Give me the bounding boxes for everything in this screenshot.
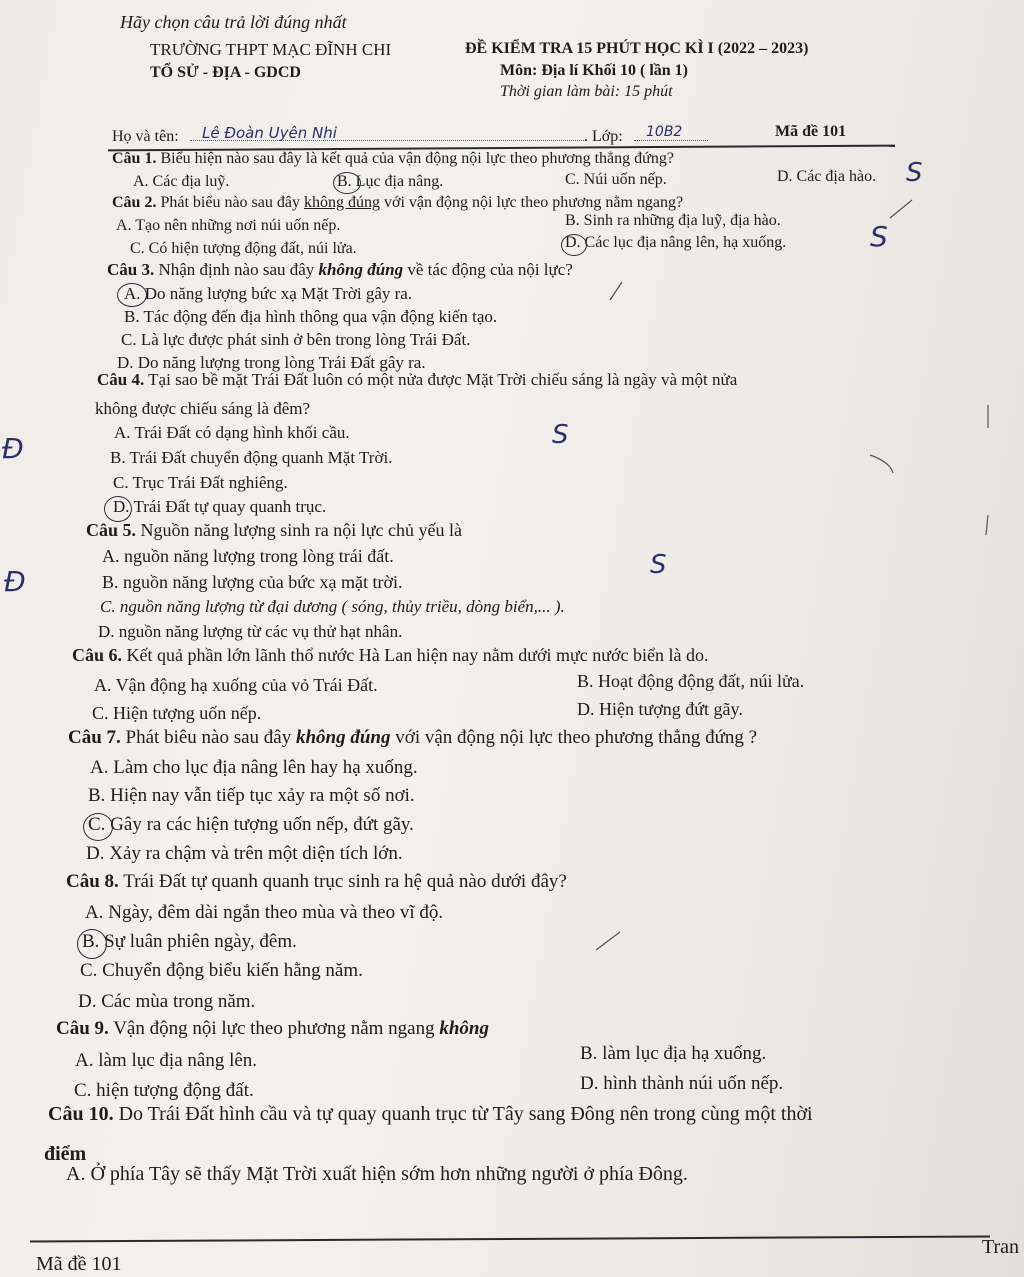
q2-option-a: A. Tạo nên những nơi núi uốn nếp. [116, 217, 341, 234]
handwritten-mark-q1: S [906, 158, 923, 188]
q9-option-b: B. làm lục địa hạ xuống. [580, 1043, 767, 1064]
q3-option-d: D. Do năng lượng trong lòng Trái Đất gây ra. [117, 353, 426, 372]
footer-page-number: Tran [982, 1236, 1020, 1258]
q2-option-b: B. Sinh ra những địa luỹ, địa hào. [565, 212, 781, 229]
question-10-line-1: Câu 10. Do Trái Đất hình cầu và tự quay quanh trục từ Tây sang Đông nên trong cùng một thời [48, 1103, 813, 1125]
handwritten-mark-q4: S [552, 420, 569, 450]
question-5: Câu 5. Nguồn năng lượng sinh ra nội lực chủ yếu là [86, 520, 462, 540]
question-10-line-2: điểm [44, 1143, 87, 1165]
q6-option-d: D. Hiện tượng đứt gãy. [577, 699, 743, 719]
exam-code: Mã đề 101 [775, 123, 847, 140]
question-8: Câu 8. Trái Đất tự quanh quanh trục sinh ra hệ quả nào dưới đây? [66, 871, 567, 892]
pencil-mark-right-4 [890, 200, 912, 218]
q5-option-d: D. nguồn năng lượng từ các vụ thử hạt nhân. [98, 622, 403, 641]
q9-option-c: C. hiện tượng động đất. [74, 1080, 254, 1101]
q8-option-d: D. Các mùa trong năm. [78, 991, 256, 1012]
handwritten-mark-q5: S [650, 550, 667, 580]
q4-option-d: D. Trái Đất tự quay quanh trục. [113, 497, 327, 516]
q1-option-a: A. Các địa luỹ. [133, 173, 230, 190]
q7-option-c: C. Gây ra các hiện tượng uốn nếp, đứt gãy. [88, 814, 414, 835]
instruction-text: Hãy chọn câu trả lời đúng nhất [120, 12, 347, 32]
question-4-line-1: Câu 4. Tại sao bề mặt Trái Đất luôn có một nửa được Mặt Trời chiếu sáng là ngày và một nửa [97, 370, 738, 389]
exam-time: Thời gian làm bài: 15 phút [500, 83, 673, 100]
name-label: Họ và tên: [112, 128, 179, 145]
q7-option-d: D. Xảy ra chậm và trên một diện tích lớn. [86, 843, 403, 864]
q5-option-a: A. nguồn năng lượng trong lòng trái đất. [102, 546, 394, 566]
question-9: Câu 9. Vận động nội lực theo phương nằm ngang không [56, 1018, 489, 1039]
pencil-mark-q8 [596, 932, 620, 950]
question-3: Câu 3. Nhận định nào sau đây không đúng về tác động của nội lực? [107, 260, 573, 279]
question-2: Câu 2. Phát biểu nào sau đây không đúng với vận động nội lực theo phương nằm ngang? [112, 194, 684, 211]
q7-option-a: A. Làm cho lục địa nâng lên hay hạ xuống. [90, 757, 418, 778]
question-7: Câu 7. Phát biêu nào sau đây không đúng với vận động nội lực theo phương thẳng đứng ? [68, 727, 758, 748]
q3-option-c: C. Là lực được phát sinh ở bên trong lòng Trái Đất. [121, 330, 471, 349]
question-6: Câu 6. Kết quả phần lớn lãnh thổ nước Hà Lan hiện nay nằm dưới mực nước biển là do. [72, 645, 709, 665]
q4-option-b: B. Trái Đất chuyển động quanh Mặt Trời. [110, 448, 393, 467]
q8-option-b: B. Sự luân phiên ngày, đêm. [82, 931, 297, 952]
handwritten-mark-q2: S [870, 220, 888, 253]
handwritten-mark-q4-margin: Ð [2, 432, 24, 465]
class-label: . Lớp: [584, 128, 623, 145]
q2-option-c: C. Có hiện tượng động đất, núi lửa. [130, 240, 357, 257]
q1-option-d: D. Các địa hào. [777, 168, 877, 185]
student-class: 10B2 [646, 124, 683, 140]
q5-option-b: B. nguồn năng lượng của bức xạ mặt trời. [102, 572, 403, 592]
q3-option-b: B. Tác động đến địa hình thông qua vận động kiến tạo. [124, 307, 498, 326]
pencil-mark-right-2 [870, 455, 893, 473]
q6-option-a: A. Vận động hạ xuống của vỏ Trái Đất. [94, 675, 378, 695]
exam-subject: Môn: Địa lí Khối 10 ( lần 1) [500, 62, 689, 79]
handwritten-mark-q5-margin: Ð [4, 565, 26, 598]
q9-option-d: D. hình thành núi uốn nếp. [580, 1073, 784, 1094]
student-name: Lê Đoàn Uyên Nhi [202, 124, 337, 142]
department-name: TỔ SỬ - ĐỊA - GDCD [150, 64, 301, 81]
question-1: Câu 1. Biểu hiện nào sau đây là kết quả của vận động nội lực theo phương thẳng đứng? [112, 150, 674, 167]
q1-option-c: C. Núi uốn nếp. [565, 171, 667, 188]
exam-title: ĐỀ KIỂM TRA 15 PHÚT HỌC KÌ I (2022 – 2023) [465, 40, 809, 57]
pencil-mark-right-3 [986, 515, 988, 535]
pencil-mark-q3 [610, 282, 622, 300]
q6-option-c: C. Hiện tượng uốn nếp. [92, 703, 262, 723]
q6-option-b: B. Hoạt động động đất, núi lửa. [577, 671, 805, 691]
q5-option-c: C. nguồn năng lượng từ đại dương ( sóng, thủy triều, dòng biển,... ). [100, 597, 565, 616]
q4-option-a: A. Trái Đất có dạng hình khối cầu. [114, 423, 350, 442]
q1-option-b: B. Lục địa nâng. [337, 173, 444, 190]
school-name: TRƯỜNG THPT MẠC ĐĨNH CHI [150, 40, 392, 59]
q3-option-a: A. Do năng lượng bức xạ Mặt Trời gây ra. [124, 284, 413, 303]
q10-option-a: A. Ở phía Tây sẽ thấy Mặt Trời xuất hiện sớm hơn những người ở phía Đông. [66, 1163, 688, 1185]
q4-option-c: C. Trục Trái Đất nghiêng. [113, 473, 288, 492]
q9-option-a: A. làm lục địa nâng lên. [75, 1050, 258, 1071]
q7-option-b: B. Hiện nay vẫn tiếp tục xảy ra một số nơi. [88, 785, 415, 806]
footer-exam-code: Mã đề 101 [36, 1253, 122, 1275]
q8-option-c: C. Chuyển động biểu kiến hằng năm. [80, 960, 363, 981]
q2-option-d: D. Các lục địa nâng lên, hạ xuống. [565, 234, 787, 251]
question-4-line-2: không được chiếu sáng là đêm? [95, 399, 311, 418]
q8-option-a: A. Ngày, đêm dài ngắn theo mùa và theo vĩ độ. [85, 902, 444, 923]
